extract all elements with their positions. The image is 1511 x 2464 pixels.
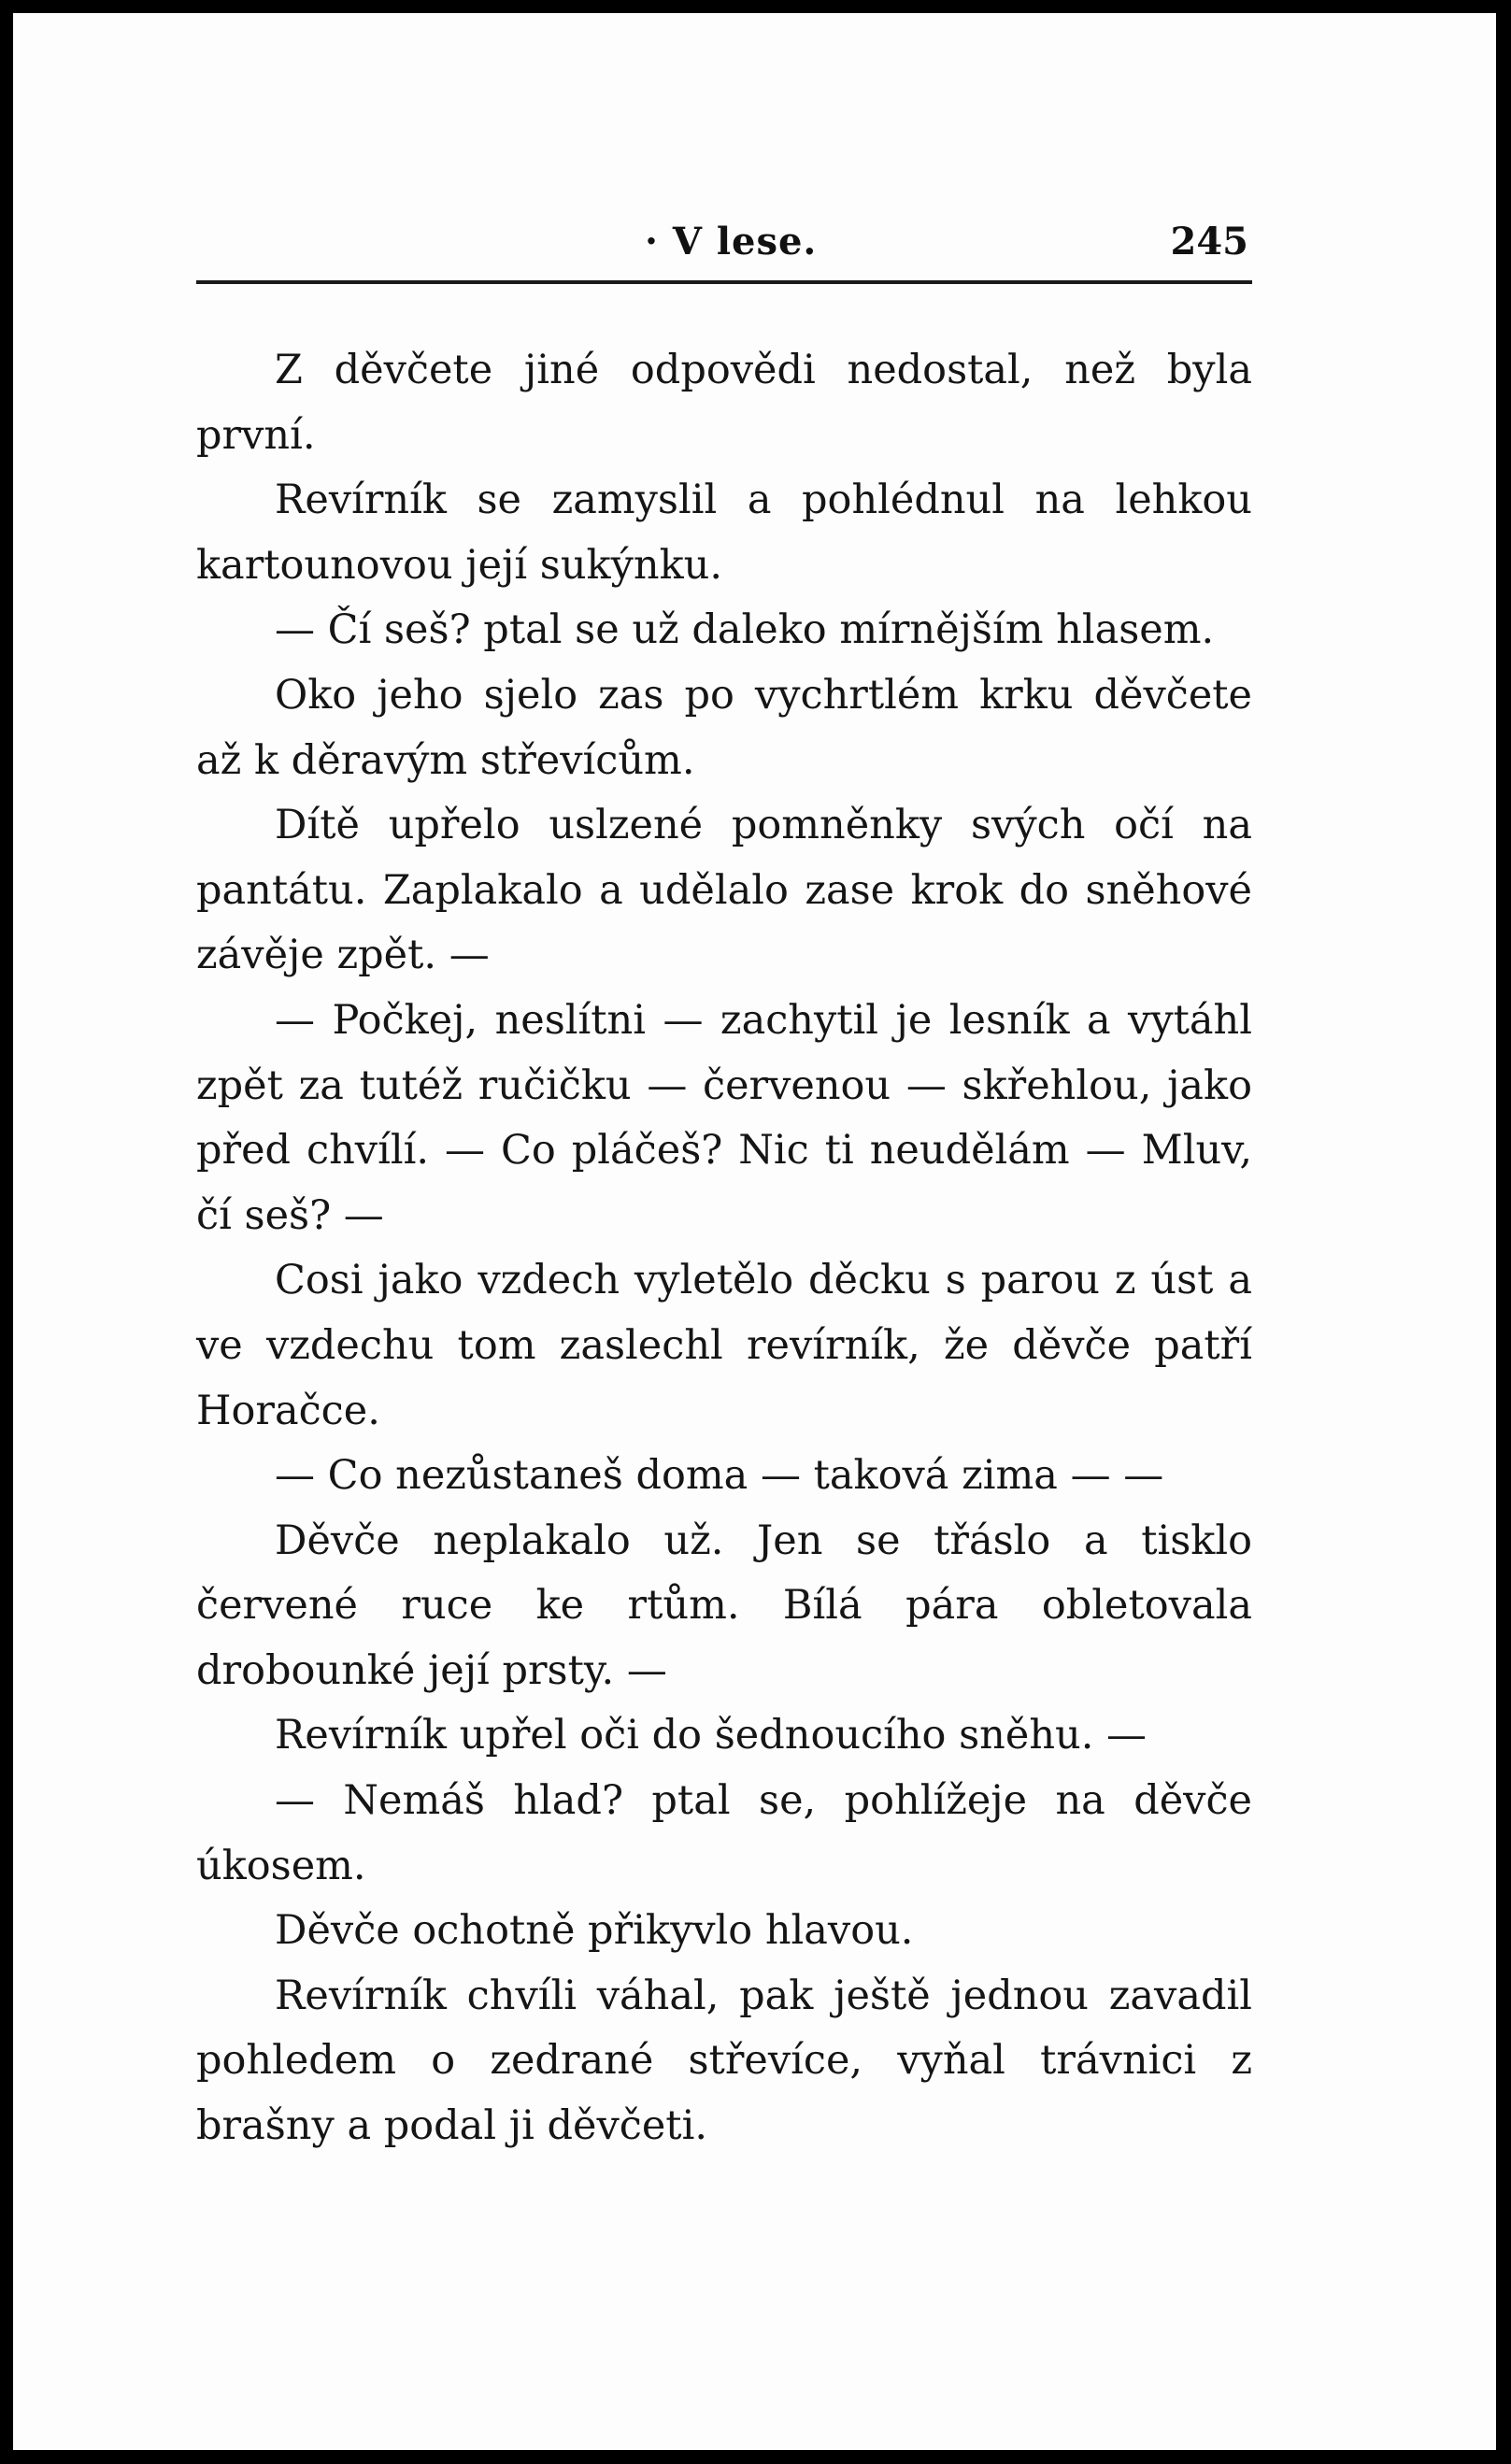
chapter-title: · V lese. [645, 220, 818, 263]
paragraph: Cosi jako vzdech vyletělo děcku s parou z úst a ve vzdechu tom zaslechl revírník, že děvče patří Horačce. [196, 1257, 1252, 1434]
paragraph: — Co nezůstaneš doma — taková zima — — [275, 1452, 1164, 1500]
paragraph: Revírník upřel oči do šednoucího sněhu. — [275, 1712, 1148, 1759]
running-header [196, 206, 1252, 284]
paragraph: Oko jeho sjelo zas po vychrtlém krku děvčete až k děravým střevícům. [196, 671, 1252, 784]
paragraph: — Nemáš hlad? ptal se, pohlížeje na děvče úkosem. [196, 1777, 1252, 1889]
paragraph: Revírník chvíli váhal, pak ještě jednou zavadil pohledem o zedrané střevíce, vyňal trávnici z brašny a podal ji děvčeti. [196, 1972, 1252, 2150]
body-text [196, 338, 1252, 2159]
paragraph: — Počkej, neslítni — zachytil je lesník a vytáhl zpět za tutéž ručičku — červenou — skřehlou, jako před chvílí. — Co pláčeš? Nic ti neudělám — Mluv, čí seš? — [196, 996, 1252, 1239]
paragraph: Z děvčete jiné odpovědi nedostal, než byla první. [196, 347, 1252, 459]
book-page [13, 13, 1496, 2450]
page-number: 245 [1170, 220, 1248, 263]
paragraph: Děvče ochotně přikyvlo hlavou. [275, 1907, 914, 1955]
paragraph: Dítě upřelo uslzené pomněnky svých očí na pantátu. Zaplakalo a udělalo zase krok do sněhové závěje zpět. — [196, 802, 1252, 979]
paragraph: Revírník se zamyslil a pohlédnul na lehkou kartounovou její sukýnku. [196, 477, 1252, 589]
paragraph: Děvče neplakalo už. Jen se třáslo a tisklo červené ruce ke rtům. Bílá pára obletovala drobounké její prsty. — [196, 1517, 1252, 1694]
paragraph: — Čí seš? ptal se už daleko mírnějším hlasem. [275, 606, 1215, 654]
